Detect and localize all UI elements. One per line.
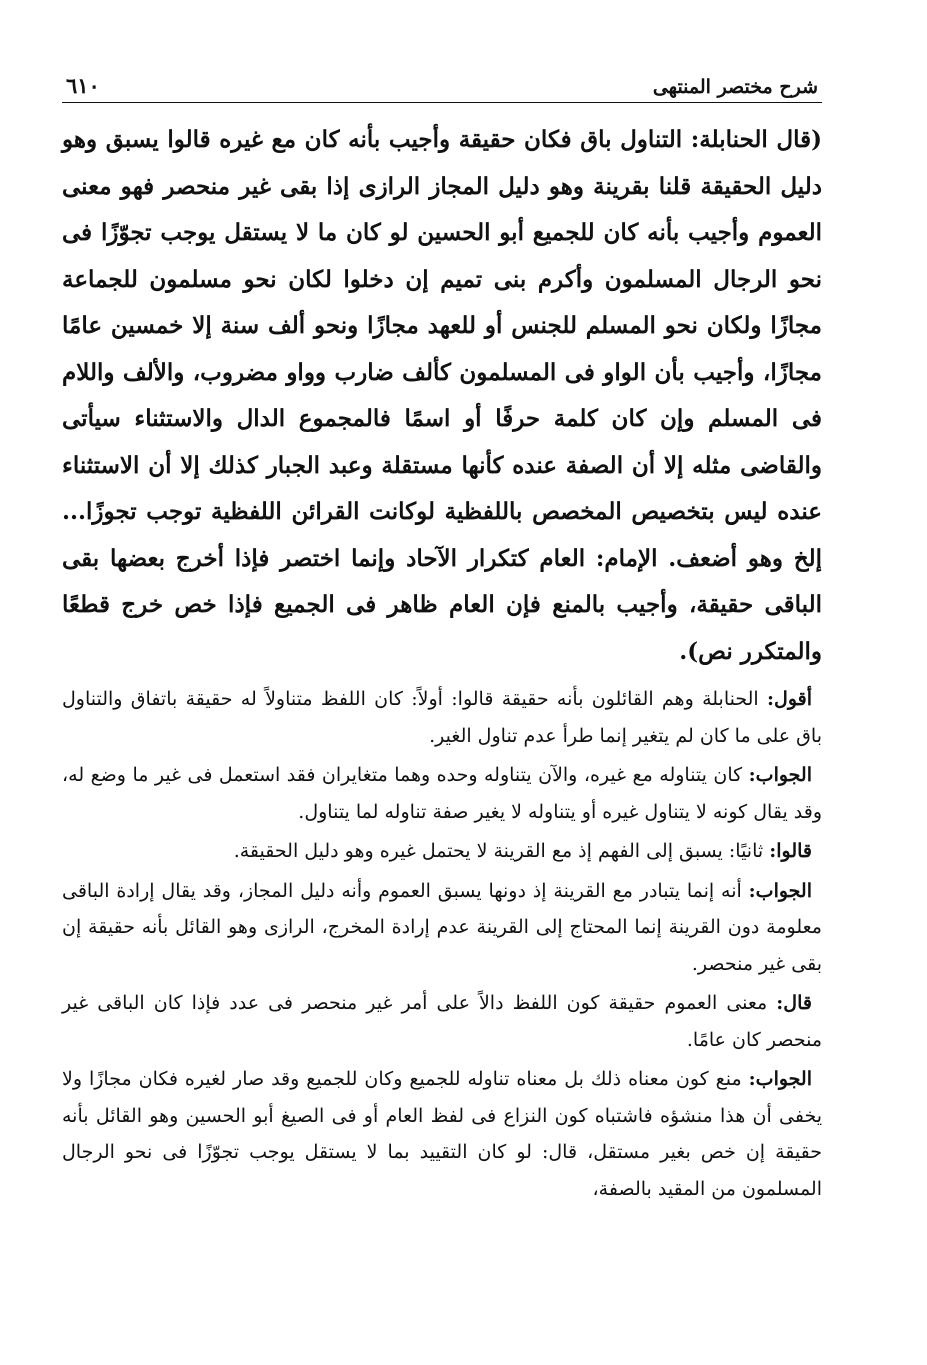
running-title: شرح مختصر المنتهى [652,76,818,98]
sharh-paragraph [62,1061,822,1207]
page [62,60,822,1350]
sharh-text: كان يتناوله مع غيره، والآن يتناوله وحده وهما متغايران فقد استعمل فى غير ما وضع له، وقد يقال كونه لا يتناول غيره أو يتناوله لا يغير صفة تناوله لما يتناول. [62,764,822,823]
sharh-text: ثانيًا: يسبق إلى الفهم إذ مع القرينة لا يحتمل غيره وهو دليل الحقيقة. [233,840,770,862]
sharh-paragraph [62,873,822,983]
sharh-paragraph [62,757,822,830]
page-header [62,60,822,103]
sharh-lead: الجواب: [748,764,812,786]
sharh-lead: قال: [776,992,812,1014]
matn-text: (قال الحنابلة: التناول باق فكان حقيقة وأجيب بأنه كان مع غيره قالوا يسبق وهو دليل الحقيقة قلنا بقرينة وهو دليل المجاز الرازى إذا بقى غير منحصر فهو معنى العموم وأجيب بأنه كان للجميع أبو الحسين لو كان ما لا يستقل يوجب تجوّزًا فى نحو الرجال المسلمون وأكرم بنى تميم إن دخلوا لكان نحو مسلمون للجماعة مجازًا ولكان نحو المسلم للجنس أو للعهد مجازًا ونحو ألف سنة إلا خمسين عامًا مجازًا، وأجيب بأن الواو فى المسلمون كألف ضارب وواو مضروب، والألف واللام فى المسلم وإن كان كلمة حرفًا أو اسمًا فالمجموع الدال والاستثناء سيأتى والقاضى مثله إلا أن الصفة عنده كأنها مستقلة وعبد الجبار كذلك إلا أن الاستثناء عنده ليس بتخصيص المخصص باللفظية لوكانت القرائن اللفظية توجب تجوزًا... إلخ وهو أضعف. الإمام: العام كتكرار الآحاد وإنما اختصر فإذا أخرج بعضها بقى الباقى حقيقة، وأجيب بالمنع فإن العام ظاهر فى الجميع فإذا خص خرج قطعًا والمتكرر نص). [62,126,822,665]
sharh-lead: أقول: [767,688,812,710]
sharh-paragraph [62,985,822,1058]
page-number: ٦١٠ [66,73,100,98]
sharh-block [62,681,822,1207]
sharh-text: الحنابلة وهم القائلون بأنه حقيقة قالوا: أولاً: كان اللفظ متناولاً له حقيقة باتفاق والتناول باق على ما كان لم يتغير إنما طرأ عدم تناول الغير. [62,688,822,747]
sharh-text: معنى العموم حقيقة كون اللفظ دالاً على أمر غير منحصر فى عدد فإذا كان الباقى غير منحصر كان عامًا. [62,992,822,1051]
sharh-paragraph [62,681,822,754]
sharh-text: منع كون معناه ذلك بل معناه تناوله للجميع وكان للجميع وقد صار لغيره فكان مجازًا ولا يخفى أن هذا منشؤه فاشتباه كون النزاع فى لفظ العام أو فى الصيغ أبو الحسين وهو القائل بأنه حقيقة إن خص بغير مستقل، قال: لو كان التقييد بما لا يستقل يوجب تجوّزًا فى نحو الرجال المسلمون من المقيد بالصفة، [62,1068,822,1200]
sharh-paragraph [62,833,822,870]
sharh-lead: الجواب: [748,1068,812,1090]
sharh-text: أنه إنما يتبادر مع القرينة إذ دونها يسبق العموم وأنه دليل المجاز، وقد يقال إرادة الباقى معلومة دون القرينة إنما المحتاج إلى القرينة عدم إرادة المخرج، الرازى وهو القائل بأنه حقيقة إن بقى غير منحصر. [62,879,822,975]
sharh-lead: الجواب: [748,879,812,902]
matn-block [62,117,822,675]
sharh-lead: قالوا: [769,840,812,862]
